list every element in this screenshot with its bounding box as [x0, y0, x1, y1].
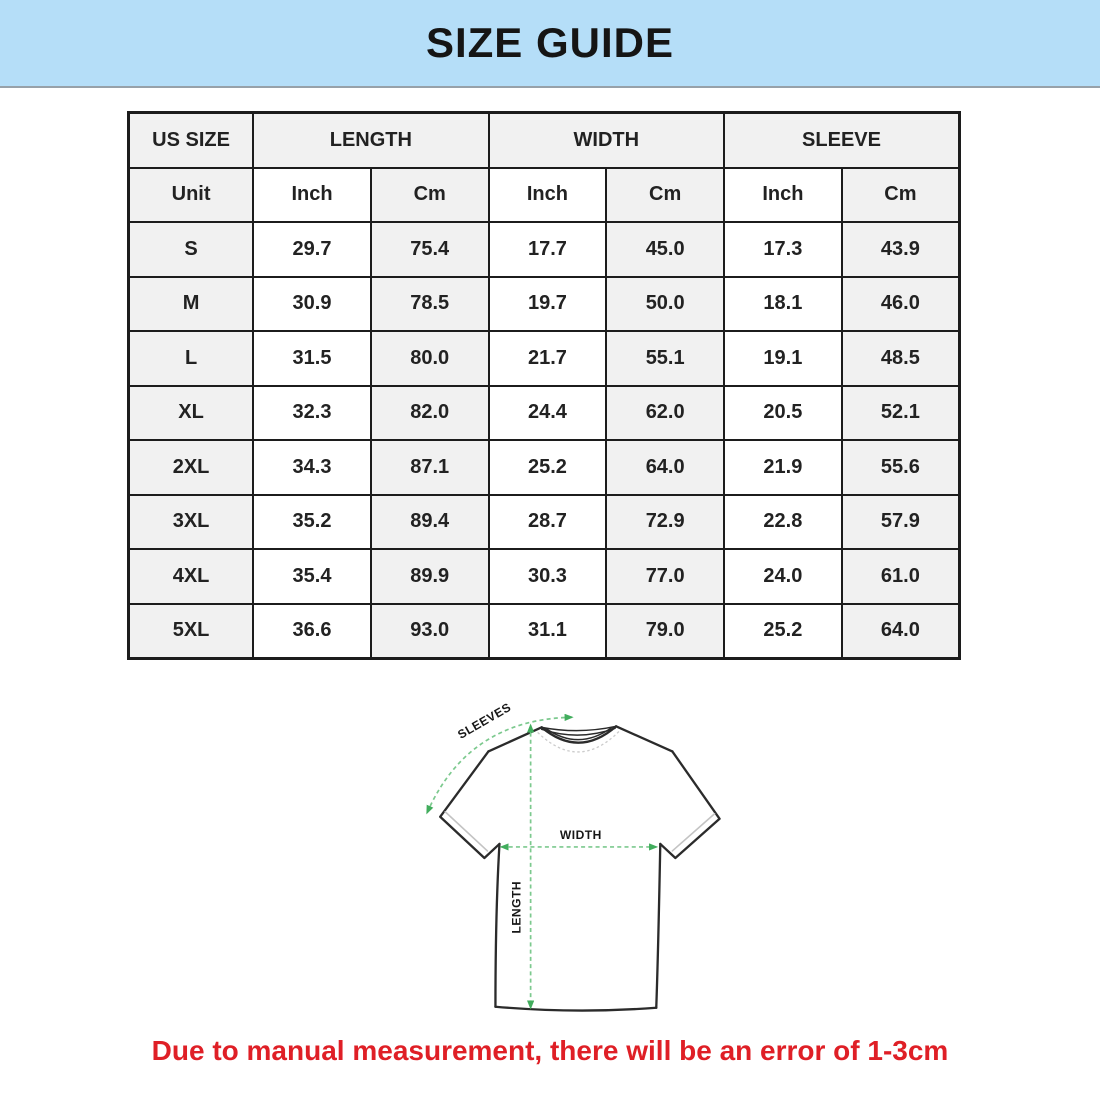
cell: 29.7: [253, 222, 371, 277]
cell: 19.1: [724, 331, 842, 386]
banner: [0, 0, 1100, 88]
cell: 31.1: [489, 604, 607, 659]
cell: 17.3: [724, 222, 842, 277]
cell: 24.0: [724, 549, 842, 604]
cell: 77.0: [606, 549, 724, 604]
cell: 87.1: [371, 440, 489, 495]
table-unit-row: [129, 168, 960, 223]
cell: 64.0: [606, 440, 724, 495]
column-header-us-size: US SIZE: [129, 113, 254, 168]
cell: 24.4: [489, 386, 607, 441]
size-table: [127, 111, 961, 660]
table-row: [129, 495, 960, 550]
cell: 82.0: [371, 386, 489, 441]
collar: [538, 726, 620, 752]
size-label: XL: [129, 386, 254, 441]
size-label: M: [129, 277, 254, 332]
cell: 35.4: [253, 549, 371, 604]
cell: 32.3: [253, 386, 371, 441]
cell: 43.9: [842, 222, 960, 277]
cell: 52.1: [842, 386, 960, 441]
unit-header: Unit: [129, 168, 254, 223]
cell: 55.6: [842, 440, 960, 495]
column-header-sleeve: SLEEVE: [724, 113, 959, 168]
unit-cm-sleeve: Cm: [842, 168, 960, 223]
column-header-width: WIDTH: [489, 113, 724, 168]
cell: 17.7: [489, 222, 607, 277]
size-label: 3XL: [129, 495, 254, 550]
unit-inch-sleeve: Inch: [724, 168, 842, 223]
tshirt-outline: [440, 726, 719, 1010]
cell: 50.0: [606, 277, 724, 332]
left-cuff-stitch: [445, 812, 487, 851]
length-label: LENGTH: [509, 880, 524, 934]
size-label: 2XL: [129, 440, 254, 495]
cell: 20.5: [724, 386, 842, 441]
cell: 57.9: [842, 495, 960, 550]
cell: 75.4: [371, 222, 489, 277]
table-row: [129, 386, 960, 441]
size-label: 4XL: [129, 549, 254, 604]
cell: 35.2: [253, 495, 371, 550]
column-header-length: LENGTH: [253, 113, 488, 168]
unit-cm-length: Cm: [371, 168, 489, 223]
cell: 19.7: [489, 277, 607, 332]
cell: 55.1: [606, 331, 724, 386]
cell: 30.9: [253, 277, 371, 332]
sleeves-label: SLEEVES: [455, 700, 514, 742]
cell: 21.9: [724, 440, 842, 495]
size-label: 5XL: [129, 604, 254, 659]
cell: 79.0: [606, 604, 724, 659]
unit-inch-length: Inch: [253, 168, 371, 223]
cell: 36.6: [253, 604, 371, 659]
cell: 34.3: [253, 440, 371, 495]
tshirt-diagram: [408, 694, 800, 1026]
cell: 46.0: [842, 277, 960, 332]
table-group-header-row: [129, 113, 960, 168]
cell: 18.1: [724, 277, 842, 332]
cell: 28.7: [489, 495, 607, 550]
cell: 80.0: [371, 331, 489, 386]
cell: 61.0: [842, 549, 960, 604]
cell: 93.0: [371, 604, 489, 659]
size-label: L: [129, 331, 254, 386]
size-label: S: [129, 222, 254, 277]
table-row: [129, 222, 960, 277]
table-row: [129, 440, 960, 495]
cell: 48.5: [842, 331, 960, 386]
cell: 62.0: [606, 386, 724, 441]
cell: 22.8: [724, 495, 842, 550]
unit-inch-width: Inch: [489, 168, 607, 223]
cell: 72.9: [606, 495, 724, 550]
cell: 25.2: [489, 440, 607, 495]
right-cuff-stitch: [672, 814, 714, 851]
cell: 31.5: [253, 331, 371, 386]
cell: 25.2: [724, 604, 842, 659]
width-label: WIDTH: [559, 827, 602, 842]
table-row: [129, 549, 960, 604]
cell: 30.3: [489, 549, 607, 604]
measurement-disclaimer: Due to manual measurement, there will be an error of 1-3cm: [151, 1035, 949, 1066]
cell: 89.9: [371, 549, 489, 604]
cell: 89.4: [371, 495, 489, 550]
cell: 21.7: [489, 331, 607, 386]
measurement-arrows: [427, 717, 656, 1007]
cell: 78.5: [371, 277, 489, 332]
table-row: [129, 604, 960, 659]
page-title: SIZE GUIDE: [425, 19, 675, 66]
table-row: [129, 277, 960, 332]
table-row: [129, 331, 960, 386]
cell: 64.0: [842, 604, 960, 659]
cell: 45.0: [606, 222, 724, 277]
unit-cm-width: Cm: [606, 168, 724, 223]
